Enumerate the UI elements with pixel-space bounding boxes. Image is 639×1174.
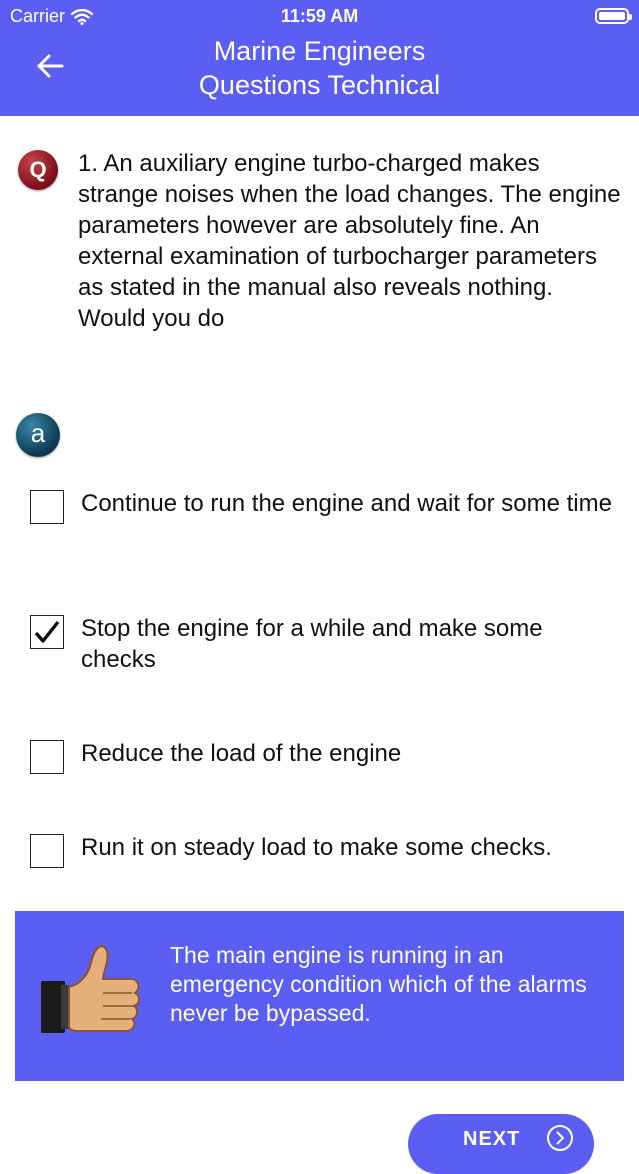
status-time: 11:59 AM (280, 6, 359, 26)
tip-text: The main engine is running in an emergency condition which of the alarms never be bypassed. (170, 942, 587, 1026)
page-title (0, 34, 639, 102)
battery-icon (595, 8, 629, 24)
option-1-checkbox[interactable] (30, 490, 64, 524)
option-3-checkbox[interactable] (30, 740, 64, 774)
question-badge-icon: Q (18, 150, 58, 190)
tip-banner (15, 911, 624, 1081)
question-text: 1. An auxiliary engine turbo-charged makes strange noises when the load changes. The engine parameters however are absolutely fine. An external examination of turbocharger parameters as stated in the manual also reveals nothing. Would you do (78, 150, 621, 332)
option-4-checkbox[interactable] (30, 834, 64, 868)
next-button[interactable] (408, 1114, 594, 1174)
option-2-checkbox[interactable] (30, 615, 64, 649)
option-3-text: Reduce the load of the engine (81, 740, 402, 767)
title-line-1: Marine Engineers (213, 36, 426, 66)
status-bar (0, 0, 639, 32)
answer-badge-icon: a (16, 413, 60, 457)
option-2-text: Stop the engine for a while and make some checks (81, 615, 543, 673)
checkmark-icon (33, 618, 61, 646)
thumbs-up-icon (37, 941, 147, 1041)
chevron-right-circle-icon (546, 1124, 574, 1152)
next-button-label: NEXT (463, 1128, 521, 1150)
header-bar (0, 0, 639, 116)
carrier-label: Carrier (10, 6, 66, 26)
option-1-text: Continue to run the engine and wait for some time (81, 490, 612, 517)
title-line-2: Questions Technical (198, 70, 441, 100)
option-4-text: Run it on steady load to make some checks. (81, 834, 552, 861)
